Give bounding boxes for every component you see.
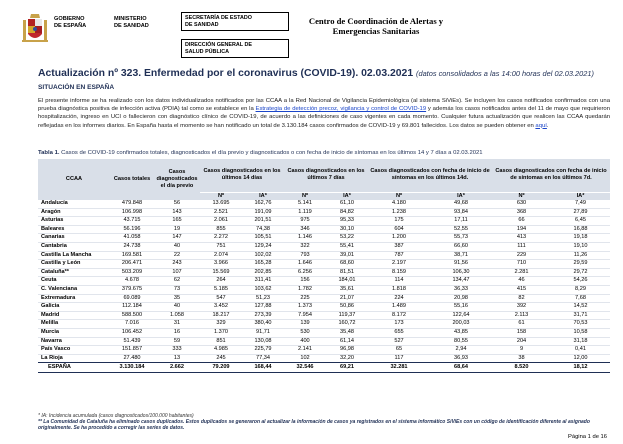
value-cell: 2.281 [514, 268, 529, 275]
value-cell: 13 [173, 354, 181, 361]
value-cell: 1.119 [298, 208, 312, 215]
government-label [54, 16, 86, 30]
table-row [38, 242, 610, 251]
value-cell: 79.209 [200, 363, 242, 372]
value-cell: 311,41 [254, 277, 272, 284]
value-cell: 229 [516, 251, 527, 258]
value-cell: 52,55 [454, 225, 468, 232]
value-cell: 21,07 [340, 294, 354, 301]
value-cell: 106.452 [121, 328, 143, 335]
value-cell: 204 [516, 337, 527, 344]
report-title-text: Actualización nº 323. Enfermedad por el coronavirus (COVID-19). 02.03.2021 [38, 68, 414, 79]
value-cell: 38 [518, 354, 525, 361]
value-cell: 68,64 [430, 363, 492, 372]
gov-line-1: GOBIERNO [54, 16, 85, 22]
value-cell: 55,41 [340, 242, 354, 249]
value-cell: 710 [516, 260, 527, 267]
value-cell: 4.180 [392, 200, 406, 206]
value-cell: 1.058 [170, 311, 184, 318]
strategy-link[interactable]: Estrategia de detección precoz, vigilancia y control de COVID-19 [255, 106, 427, 113]
value-cell: 81,51 [340, 268, 354, 275]
ccaa-cell: Castilla La Mancha [41, 251, 92, 258]
value-cell: 77,34 [256, 354, 270, 361]
value-cell: 66 [518, 217, 525, 224]
secretaria-box [181, 12, 289, 31]
covid-cases-table [38, 159, 610, 373]
value-cell: 413 [516, 234, 527, 241]
value-cell: 38,71 [454, 251, 468, 258]
value-cell: 54,26 [573, 277, 588, 284]
value-cell: 225 [300, 294, 310, 301]
ccaa-cell: Extremadura [41, 294, 76, 301]
value-cell: 168,44 [242, 363, 284, 372]
value-cell: 30,10 [340, 225, 354, 232]
value-cell: 43.715 [123, 217, 141, 224]
value-cell: 69.089 [123, 294, 141, 301]
value-cell: 975 [300, 217, 310, 224]
value-cell: 127,88 [254, 303, 272, 310]
value-cell: 31,18 [573, 337, 588, 344]
value-cell: 9 [519, 346, 524, 353]
value-cell: 530 [300, 328, 310, 335]
header-casos-totales: Casos totales [110, 159, 154, 200]
subheader-ia: IA* [326, 192, 368, 200]
value-cell: 400 [300, 337, 310, 344]
value-cell: 111 [517, 242, 526, 249]
value-cell: 55,16 [454, 303, 468, 310]
value-cell: 4.678 [125, 277, 139, 284]
value-cell: 1.818 [392, 285, 406, 292]
value-cell: 18.217 [212, 311, 230, 318]
value-cell: 114 [394, 277, 404, 284]
value-cell: 50,86 [340, 303, 354, 310]
value-cell: 22 [173, 251, 181, 258]
value-cell: 200,03 [452, 320, 470, 327]
value-cell: 8.172 [392, 311, 406, 318]
table-row [38, 208, 610, 217]
value-cell: 70,53 [573, 320, 588, 327]
value-cell: 16,88 [573, 225, 588, 232]
table-row [38, 346, 610, 355]
ccaa-cell: Melilla [41, 320, 59, 327]
value-cell: 91,56 [454, 260, 468, 267]
table-row [38, 294, 610, 303]
value-cell: 1.782 [298, 285, 312, 292]
value-cell: 24.738 [123, 242, 141, 249]
value-cell: 82 [518, 294, 525, 301]
value-cell: 46 [518, 277, 525, 284]
value-cell: 14,52 [573, 303, 588, 310]
value-cell: 102 [300, 354, 310, 361]
value-cell: 201,51 [254, 217, 272, 224]
value-cell: 130,08 [254, 337, 272, 344]
value-cell: 604 [394, 225, 404, 232]
value-cell: 787 [394, 251, 404, 258]
ministry-label [114, 16, 149, 30]
value-cell: 96,98 [340, 346, 354, 353]
note-ia: * IA: Incidencia acumulada (casos diagnosticados/100.000 habitantes) [38, 413, 194, 419]
value-cell: 1.373 [298, 303, 312, 310]
value-cell: 12,00 [573, 354, 588, 361]
document-header [18, 6, 608, 58]
table-row [38, 200, 610, 208]
value-cell: 27.480 [123, 354, 141, 361]
page-number: Página 1 de 16 [567, 434, 607, 440]
ccaa-cell: La Rioja [41, 354, 63, 361]
table-row [38, 354, 610, 363]
header-diag-14: Casos diagnosticados en los últimos 14 días [200, 159, 284, 192]
ccaa-cell: Murcia [41, 328, 60, 335]
value-cell: 165 [172, 217, 182, 224]
value-cell: 112.184 [122, 303, 142, 310]
value-cell: 134,47 [452, 277, 470, 284]
ccaa-cell: Asturias [41, 217, 64, 224]
subheader-n: Nº [200, 192, 242, 200]
value-cell: 2.113 [514, 311, 529, 318]
value-cell: 35,61 [340, 285, 354, 292]
paragraph-part-3: . [546, 122, 549, 129]
value-cell: 61 [518, 320, 525, 327]
value-cell: 143 [172, 208, 182, 215]
data-link[interactable]: aquí [535, 122, 547, 129]
report-title-note: (datos consolidados a las 14:00 horas del 02.03.2021) [416, 69, 594, 78]
note-cataluna: ** La Comunidad de Cataluña ha eliminado casos duplicados. Estos duplicados se generaron al actualizar la información de casos ya registrados en el sistema informático SiViEs con un código de identificación diferente al asignado originalmente. Se ha procedido a corregir las series de datos. [38, 419, 590, 432]
value-cell: 206.471 [121, 260, 143, 267]
table-row [38, 320, 610, 329]
table-row [38, 251, 610, 260]
value-cell: 35,48 [340, 328, 354, 335]
value-cell: 41.058 [123, 234, 141, 241]
value-cell: 13.695 [212, 200, 230, 206]
value-cell: 51.439 [123, 337, 141, 344]
header-diag-7: Casos diagnosticados en los últimos 7 días [284, 159, 368, 192]
value-cell: 32.546 [284, 363, 326, 372]
value-cell: 855 [216, 225, 226, 232]
value-cell: 346 [300, 225, 310, 232]
section-title: SITUACIÓN EN ESPAÑA [38, 84, 115, 91]
value-cell: 191,09 [254, 208, 272, 215]
report-title [38, 68, 608, 79]
direccion-line-1: DIRECCIÓN GENERAL DE [185, 42, 252, 48]
ccaa-cell: Cataluña** [41, 268, 69, 275]
table-row [38, 277, 610, 286]
value-cell: 194 [516, 225, 527, 232]
paragraph-part-1: El presente informe se ha realizado con los datos individualizados notificados por las CCAA a la Red Nacional de Vigilancia Epidemiológica (al sistema SiViEs). Se incluyen los casos notificados confirmados con una prueba diagnóstica positiva de infección activa (PDIA) tal como se establece en la [38, 98, 610, 113]
value-cell: 61,10 [340, 200, 354, 206]
header-sint-7: Casos diagnosticados con fecha de inicio de síntomas en los últimos 7d. [492, 159, 610, 192]
value-cell: 19,10 [573, 242, 588, 249]
secretaria-line-2: DE SANIDAD [185, 21, 219, 28]
value-cell: 1.238 [392, 208, 406, 215]
table-body [38, 200, 610, 372]
table-row [38, 285, 610, 294]
value-cell: 36,33 [454, 285, 468, 292]
ccaa-cell: Baleares [41, 225, 65, 232]
value-cell: 93,84 [454, 208, 468, 215]
ccaa-cell: Ceuta [41, 277, 57, 284]
ccaes-label [301, 16, 451, 36]
value-cell: 40 [173, 242, 181, 249]
value-cell: 151.857 [121, 346, 143, 353]
value-cell: 5.185 [214, 285, 228, 292]
value-cell: 66,60 [454, 242, 468, 249]
value-cell: 503.209 [121, 268, 143, 275]
value-cell: 16 [173, 328, 181, 335]
table-caption [38, 150, 610, 156]
value-cell: 793 [300, 251, 310, 258]
header-sint-14: Casos diagnosticados con fecha de inicio de síntomas en los últimos 14d. [368, 159, 492, 192]
value-cell: 65 [395, 346, 403, 353]
value-cell: 69,21 [326, 363, 368, 372]
subheader-ia: IA* [430, 192, 492, 200]
value-cell: 243 [172, 260, 182, 267]
value-cell: 6,45 [575, 217, 586, 224]
value-cell: 7.016 [125, 320, 139, 327]
value-cell: 106.998 [121, 208, 143, 215]
value-cell: 29,59 [573, 260, 588, 267]
value-cell: 2.061 [214, 217, 228, 224]
value-cell: 36,93 [454, 354, 468, 361]
value-cell: 11,26 [573, 251, 588, 258]
value-cell: 73 [173, 285, 181, 292]
value-cell: 53,22 [340, 234, 354, 241]
direccion-box [181, 39, 289, 58]
value-cell: 129,24 [254, 242, 272, 249]
value-cell: 0,41 [575, 346, 586, 353]
value-cell: 84,82 [340, 208, 354, 215]
value-cell: 630 [516, 200, 527, 206]
value-cell: 156 [300, 277, 310, 284]
value-cell: 264 [216, 277, 226, 284]
value-cell: 273,39 [254, 311, 272, 318]
value-cell: 31,71 [573, 311, 588, 318]
secretaria-line-1: SECRETARÍA DE ESTADO [185, 15, 252, 21]
value-cell: 106,30 [452, 268, 470, 275]
value-cell: 19 [173, 225, 181, 232]
ccaa-cell: Navarra [41, 337, 62, 344]
table-row [38, 234, 610, 243]
value-cell: 329 [216, 320, 226, 327]
ccaa-cell: Galicia [41, 303, 60, 310]
value-cell: 40 [173, 303, 181, 310]
ccaa-cell: Madrid [41, 311, 60, 318]
value-cell: 56 [173, 200, 181, 206]
gov-line-2: DE ESPAÑA [54, 23, 87, 29]
table-row [38, 217, 610, 226]
coat-of-arms-icon [22, 12, 48, 46]
value-cell: 8.520 [492, 363, 551, 372]
value-cell: 49,68 [454, 200, 468, 206]
value-cell: 39,01 [340, 251, 354, 258]
value-cell: 55,73 [454, 234, 468, 241]
value-cell: 7,68 [575, 294, 586, 301]
subheader-n: Nº [492, 192, 551, 200]
value-cell: 169.581 [121, 251, 143, 258]
value-cell: 2.521 [214, 208, 228, 215]
value-cell: 31 [173, 320, 181, 327]
ccaa-cell: Castilla y León [41, 260, 81, 267]
value-cell: 29,72 [573, 268, 588, 275]
ministry-line-2: DE SANIDAD [114, 23, 149, 29]
value-cell: 56.196 [123, 225, 141, 232]
subheader-ia: IA* [551, 192, 610, 200]
value-cell: 380,40 [254, 320, 272, 327]
value-cell: 43,85 [454, 328, 468, 335]
value-cell: 139 [300, 320, 310, 327]
table-header-row [38, 159, 610, 192]
value-cell: 2.272 [214, 234, 228, 241]
value-cell: 51,23 [256, 294, 270, 301]
value-cell: 173 [394, 320, 404, 327]
value-cell: 62 [173, 277, 181, 284]
value-cell: 117 [394, 354, 404, 361]
table-caption-label: Tabla 1. [38, 150, 60, 156]
ccaa-cell: Canarias [41, 234, 65, 241]
table-caption-text: Casos de COVID-19 confirmados totales, diagnosticados el día previo y diagnosticados o con fecha de inicio de síntomas en los últimos 14 y 7 días a 02.03.2021 [59, 150, 483, 156]
value-cell: 2.662 [154, 363, 200, 372]
value-cell: 175 [394, 217, 404, 224]
value-cell: 107 [172, 268, 182, 275]
value-cell: 1.146 [298, 234, 312, 241]
table-row [38, 260, 610, 269]
value-cell: 527 [394, 337, 404, 344]
value-cell: 158 [516, 328, 527, 335]
value-cell: 415 [516, 285, 527, 292]
centro-line-2: Emergencias Sanitarias [332, 26, 420, 36]
value-cell: 333 [172, 346, 182, 353]
value-cell: 18,12 [551, 363, 610, 372]
value-cell: 91,71 [256, 328, 270, 335]
value-cell: 35 [173, 294, 181, 301]
ccaa-cell: ESPAÑA [38, 363, 110, 372]
value-cell: 15.569 [212, 268, 230, 275]
value-cell: 19,18 [573, 234, 588, 241]
value-cell: 2,94 [455, 346, 467, 353]
direccion-line-2: SALUD PÚBLICA [185, 48, 230, 55]
value-cell: 61,14 [340, 337, 354, 344]
value-cell: 1.200 [392, 234, 406, 241]
subheader-n: Nº [368, 192, 430, 200]
paragraph-part-2: y además los casos notificados antes del 11 de mayo que requirieron hospitalización, ingreso en UCI o fallecieron con diagnóstico clínico de COVID-19, de acuerdo a las definiciones de caso vigentes en cada momento. Cualquier futura actualización que realicen las CCAA quedarán reflejadas en los informes diarios. En España hasta el momento se han notificado un total de 3.130.184 casos confirmados de COVID-19 y 69.801 fallecidos. Los datos se pueden obtener en [38, 106, 610, 129]
ministry-line-1: MINISTERIO [114, 16, 147, 22]
value-cell: 95,33 [340, 217, 354, 224]
value-cell: 588.500 [121, 311, 143, 318]
value-cell: 2.197 [392, 260, 406, 267]
value-cell: 184,01 [338, 277, 356, 284]
value-cell: 7,49 [575, 200, 586, 206]
value-cell: 5.141 [298, 200, 312, 206]
value-cell: 3.966 [214, 260, 228, 267]
value-cell: 162,76 [254, 200, 272, 206]
value-cell: 225,79 [254, 346, 272, 353]
ccaa-cell: Cantabria [41, 242, 67, 249]
ccaa-cell: Andalucía [41, 200, 68, 206]
value-cell: 1.646 [298, 260, 312, 267]
ccaa-cell: País Vasco [41, 346, 71, 353]
value-cell: 103,62 [254, 285, 272, 292]
value-cell: 2.074 [214, 251, 228, 258]
value-cell: 6.256 [298, 268, 312, 275]
ccaa-cell: Aragón [41, 208, 61, 215]
value-cell: 147 [172, 234, 182, 241]
table-row [38, 303, 610, 312]
value-cell: 20,98 [454, 294, 468, 301]
value-cell: 245 [216, 354, 226, 361]
value-cell: 10,58 [573, 328, 588, 335]
value-cell: 3.130.184 [110, 363, 154, 372]
value-cell: 224 [394, 294, 404, 301]
value-cell: 547 [216, 294, 226, 301]
value-cell: 105,51 [254, 234, 272, 241]
value-cell: 74,38 [256, 225, 270, 232]
subheader-n: Nº [284, 192, 326, 200]
value-cell: 202,85 [254, 268, 272, 275]
value-cell: 8,29 [575, 285, 586, 292]
table-row [38, 225, 610, 234]
table-row [38, 268, 610, 277]
value-cell: 479.848 [121, 200, 143, 206]
value-cell: 17,11 [454, 217, 468, 224]
value-cell: 851 [216, 337, 226, 344]
value-cell: 32,20 [340, 354, 354, 361]
value-cell: 165,28 [254, 260, 272, 267]
value-cell: 59 [173, 337, 181, 344]
value-cell: 379.675 [121, 285, 143, 292]
table-row [38, 337, 610, 346]
table-row [38, 311, 610, 320]
value-cell: 1.370 [214, 328, 228, 335]
value-cell: 2.141 [298, 346, 312, 353]
centro-line-1: Centro de Coordinación de Alertas y [308, 16, 444, 26]
ccaa-cell: C. Valenciana [41, 285, 78, 292]
value-cell: 4.985 [214, 346, 228, 353]
value-cell: 751 [216, 242, 226, 249]
value-cell: 80,55 [454, 337, 468, 344]
value-cell: 27,89 [573, 208, 588, 215]
value-cell: 122,64 [452, 311, 470, 318]
value-cell: 160,72 [338, 320, 356, 327]
value-cell: 1.489 [392, 303, 406, 310]
value-cell: 68,60 [340, 260, 354, 267]
value-cell: 368 [516, 208, 527, 215]
header-ccaa: CCAA [38, 159, 110, 200]
value-cell: 3.452 [214, 303, 228, 310]
value-cell: 102,02 [254, 251, 272, 258]
value-cell: 322 [300, 242, 310, 249]
intro-paragraph [38, 97, 610, 130]
value-cell: 387 [394, 242, 404, 249]
value-cell: 7.954 [298, 311, 312, 318]
value-cell: 119,37 [338, 311, 356, 318]
value-cell: 392 [516, 303, 527, 310]
value-cell: 655 [394, 328, 404, 335]
subheader-ia: IA* [242, 192, 284, 200]
value-cell: 32.281 [368, 363, 430, 372]
table-total-row [38, 363, 610, 372]
header-casos-previo: Casos diagnosticados el día previo [154, 159, 200, 200]
table-row [38, 328, 610, 337]
value-cell: 8.159 [392, 268, 406, 275]
